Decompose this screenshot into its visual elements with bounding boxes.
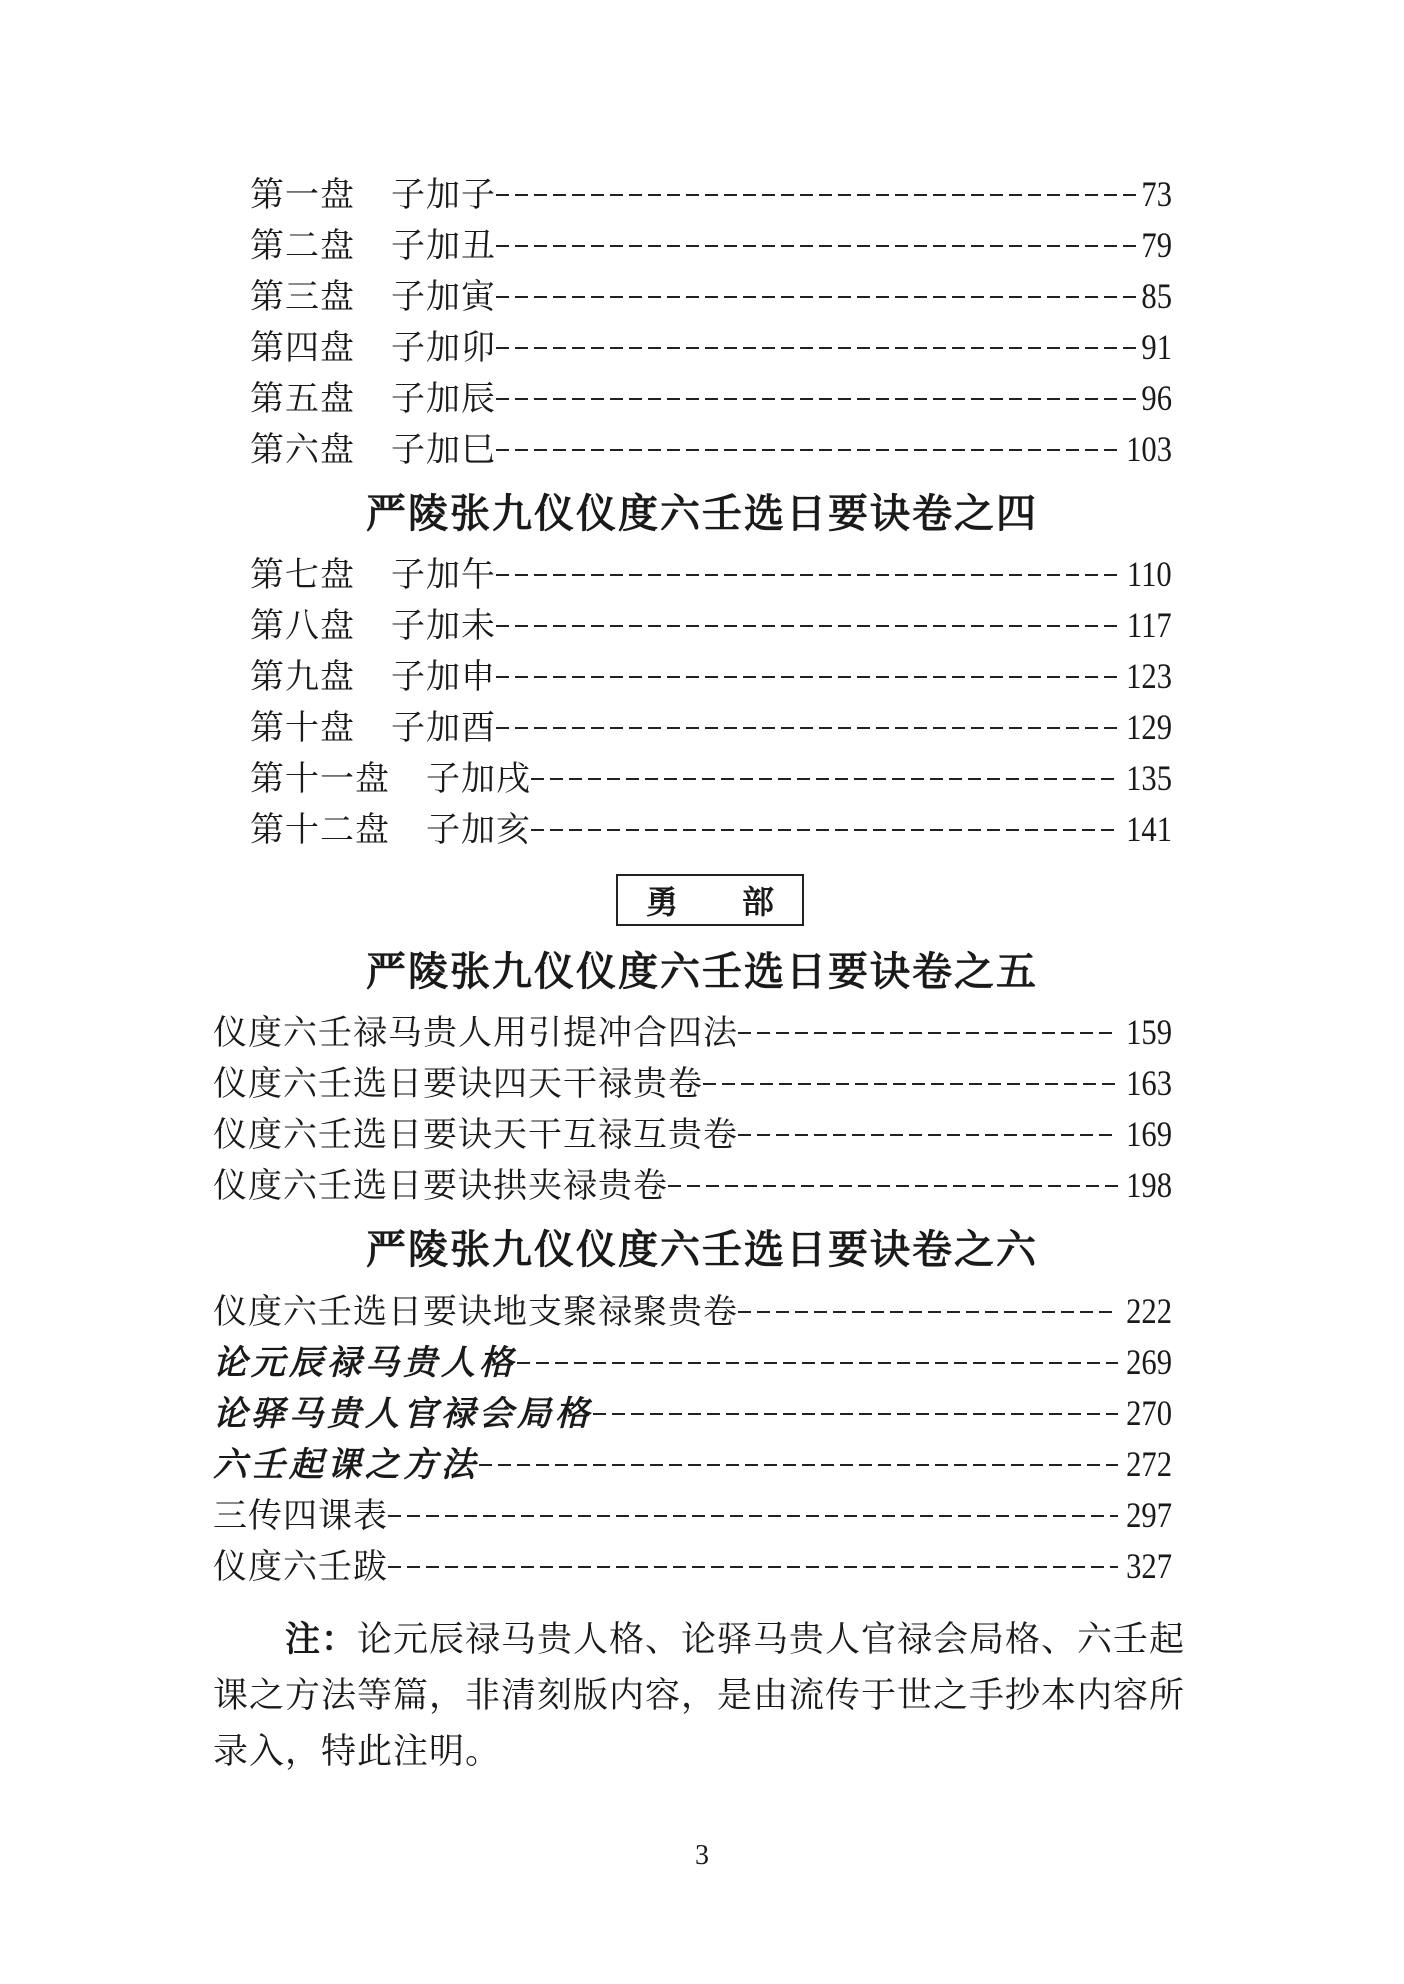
part-label-char: 勇 (646, 883, 679, 921)
dot-leader (496, 398, 1136, 400)
page-footer-number: 3 (695, 1840, 709, 1871)
dot-leader (496, 245, 1136, 247)
page-number: 79 (1141, 225, 1172, 265)
toc-entry-label: 第五盘 子加辰 (250, 379, 496, 419)
page-number: 198 (1126, 1165, 1172, 1205)
page-number: 110 (1127, 554, 1172, 594)
toc-entry[interactable] (213, 1110, 1172, 1158)
page-number: 73 (1141, 174, 1172, 214)
page-number: 141 (1126, 809, 1172, 849)
toc-entry-label: 论元辰禄马贵人格 (213, 1343, 517, 1383)
part-label-box (616, 874, 804, 926)
toc-entry[interactable] (250, 272, 1172, 320)
page-number: 269 (1126, 1342, 1172, 1382)
dot-leader (703, 1083, 1118, 1085)
dot-leader (388, 1566, 1118, 1568)
page-number: 163 (1126, 1063, 1172, 1103)
toc-entry[interactable] (250, 703, 1172, 751)
page-number: 135 (1126, 758, 1172, 798)
dot-leader (496, 574, 1119, 576)
note-text: 论元辰禄马贵人格、论驿马贵人官禄会局格、六壬起课之方法等篇，非清刻版内容，是由流传于世之手抄本内容所录入，特此注明。 (213, 1620, 1186, 1772)
toc-entry-label: 第十一盘 子加戌 (250, 759, 531, 799)
dot-leader (479, 1464, 1118, 1466)
volume-heading: 严陵张九仪仪度六壬选日要诀卷之五 (366, 949, 1038, 995)
toc-entry-label: 第三盘 子加寅 (250, 277, 496, 317)
toc-entry[interactable] (250, 425, 1172, 473)
toc-entry-label: 第九盘 子加申 (250, 657, 496, 697)
toc-entry-label: 第十二盘 子加亥 (250, 810, 531, 850)
toc-entry-label: 第一盘 子加子 (250, 175, 496, 215)
page-number: 327 (1126, 1546, 1172, 1586)
page-number: 103 (1126, 429, 1172, 469)
page-number: 270 (1126, 1393, 1172, 1433)
toc-entry-label: 仪度六壬选日要诀四天干禄贵卷 (213, 1064, 703, 1104)
toc-entry-label: 第十盘 子加酉 (250, 708, 496, 748)
toc-entry-label: 第二盘 子加丑 (250, 226, 496, 266)
toc-entry[interactable] (213, 1389, 1172, 1437)
toc-entry[interactable] (250, 374, 1172, 422)
dot-leader (738, 1311, 1118, 1313)
page-number: 272 (1126, 1444, 1172, 1484)
page-number: 169 (1126, 1114, 1172, 1154)
toc-entry-label: 仪度六壬跋 (213, 1547, 388, 1587)
toc-entry[interactable] (213, 1440, 1172, 1488)
note-label: 注： (285, 1620, 358, 1660)
toc-entry[interactable] (213, 1491, 1172, 1539)
editorial-note (213, 1612, 1193, 1780)
dot-leader (388, 1515, 1118, 1517)
dot-leader (531, 778, 1118, 780)
toc-entry-label: 第四盘 子加卯 (250, 328, 496, 368)
volume-heading: 严陵张九仪仪度六壬选日要诀卷之四 (366, 491, 1038, 537)
toc-entry[interactable] (213, 1161, 1172, 1209)
toc-entry[interactable] (213, 1059, 1172, 1107)
page-number: 96 (1141, 378, 1172, 418)
dot-leader (593, 1413, 1118, 1415)
toc-entry[interactable] (213, 1542, 1172, 1590)
dot-leader (496, 449, 1118, 451)
toc-entry-label: 六壬起课之方法 (213, 1445, 479, 1485)
toc-entry[interactable] (250, 550, 1172, 598)
volume-heading: 严陵张九仪仪度六壬选日要诀卷之六 (366, 1227, 1038, 1273)
dot-leader (517, 1362, 1118, 1364)
page-number: 123 (1126, 656, 1172, 696)
toc-entry[interactable] (250, 221, 1172, 269)
dot-leader (496, 194, 1136, 196)
dot-leader (738, 1032, 1118, 1034)
toc-entry-label: 第八盘 子加未 (250, 606, 496, 646)
toc-entry-label: 仪度六壬选日要诀拱夹禄贵卷 (213, 1166, 668, 1206)
dot-leader (496, 727, 1118, 729)
toc-entry[interactable] (250, 170, 1172, 218)
toc-entry[interactable] (213, 1008, 1172, 1056)
dot-leader (496, 625, 1119, 627)
page-number: 129 (1126, 707, 1172, 747)
dot-leader (496, 676, 1118, 678)
page-number: 222 (1126, 1291, 1172, 1331)
toc-entry-label: 第七盘 子加午 (250, 555, 496, 595)
page-number: 117 (1127, 605, 1172, 645)
toc-entry-label: 仪度六壬选日要诀天干互禄互贵卷 (213, 1115, 738, 1155)
page-number: 159 (1126, 1012, 1172, 1052)
toc-entry-label: 三传四课表 (213, 1496, 388, 1536)
toc-entry[interactable] (213, 1287, 1172, 1335)
toc-entry[interactable] (250, 754, 1172, 802)
toc-entry[interactable] (250, 323, 1172, 371)
toc-entry[interactable] (250, 805, 1172, 853)
dot-leader (531, 829, 1118, 831)
dot-leader (668, 1185, 1118, 1187)
part-label-char: 部 (741, 883, 774, 921)
dot-leader (738, 1134, 1118, 1136)
toc-entry-label: 仪度六壬禄马贵人用引提冲合四法 (213, 1013, 738, 1053)
toc-entry[interactable] (213, 1338, 1172, 1386)
dot-leader (496, 347, 1136, 349)
toc-entry-label: 第六盘 子加巳 (250, 430, 496, 470)
page-number: 297 (1126, 1495, 1172, 1535)
page-number: 91 (1141, 327, 1172, 367)
toc-entry[interactable] (250, 601, 1172, 649)
dot-leader (496, 296, 1136, 298)
toc-entry-label: 论驿马贵人官禄会局格 (213, 1394, 593, 1434)
page-number: 85 (1141, 276, 1172, 316)
toc-entry-label: 仪度六壬选日要诀地支聚禄聚贵卷 (213, 1292, 738, 1332)
toc-entry[interactable] (250, 652, 1172, 700)
